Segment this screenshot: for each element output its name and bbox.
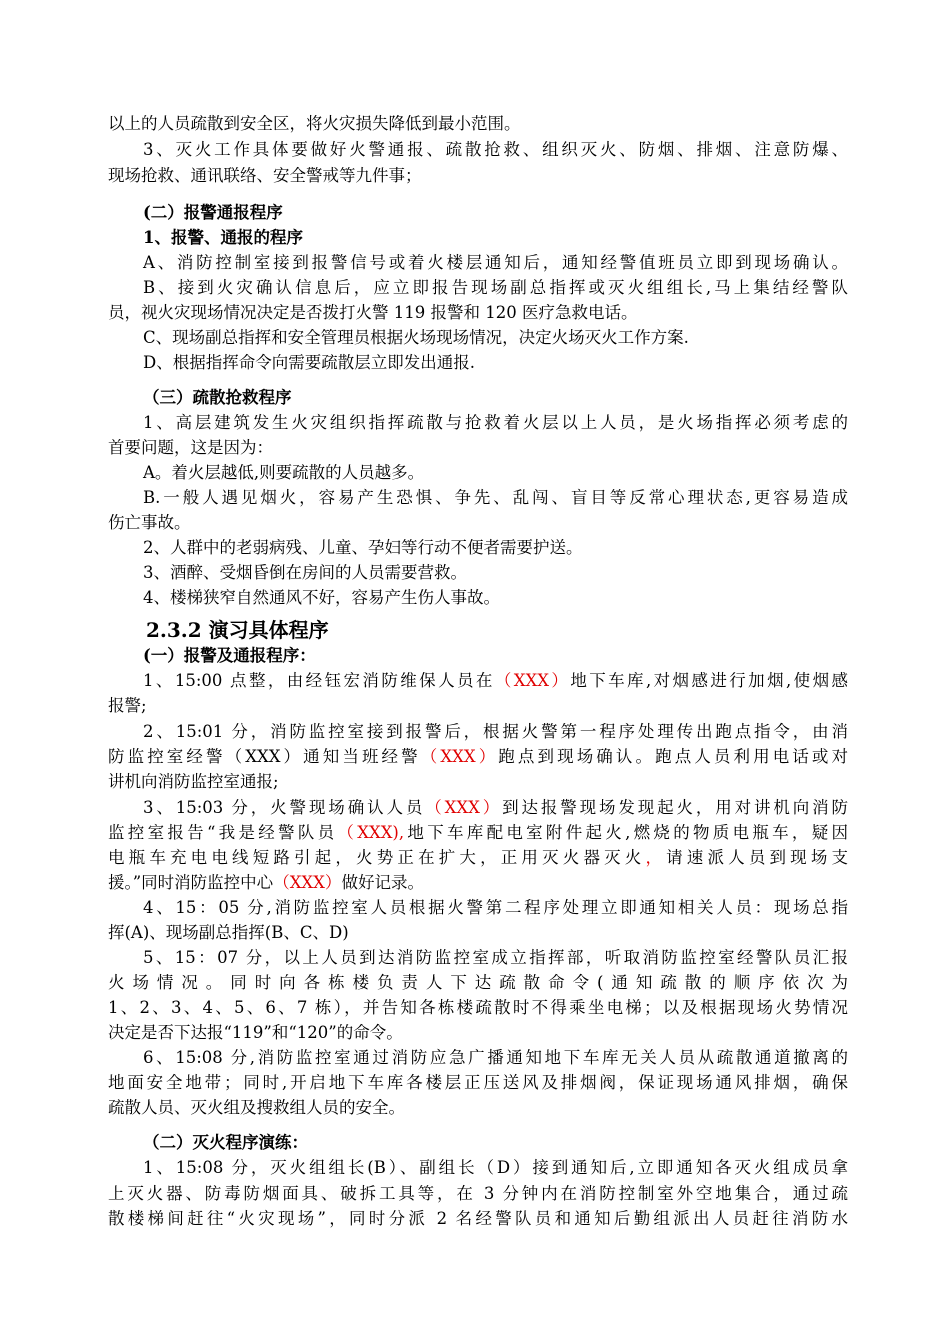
text-run: 请速派人员到现场支 [666,848,849,867]
text-run: 3、15:03 分，火警现场确认人员 [143,798,426,817]
section-heading: (一）报警及通报程序： [143,646,316,665]
text-run: 电瓶车充电电线短路引起，火势正在扩大，正用灭火器灭火 [108,848,646,867]
text-run-red: ， [645,848,667,867]
text-run: 地下车库配电室附件起火,燃烧的物质电瓶车，疑因 [404,823,849,842]
body-text-line: 1、15:08 分，灭火组组长(B）、副组长（D）接到通知后,立即通知各灭火组成员拿 [143,1158,848,1177]
body-text-line: 5、15：07 分，以上人员到达消防监控室成立指挥部，听取消防监控室经警队员汇报 [143,948,848,967]
body-text-line [143,669,848,693]
body-text-line: B.一般人遇见烟火，容易产生恐惧、争先、乱闯、盲目等反常心理状态,更容易造成 [143,488,848,507]
text-run: 防监控室经警（XXX）通知当班经警 [108,747,421,766]
body-text-line: A。着火层越低,则要疏散的人员越多。 [143,463,425,482]
body-text-line: 现场抢救、通讯联络、安全警戒等九件事； [108,166,422,185]
placeholder-name: （XXX） [494,671,571,690]
text-run: 做好记录。 [341,873,424,892]
chapter-heading: 2.3.2 演习具体程序 [146,618,329,642]
body-text-line: 疏散人员、灭火组及搜救组人员的安全。 [108,1098,405,1117]
body-text-line: D、根据指挥命令向需要疏散层立即发出通报. [143,353,475,372]
placeholder-name: （XXX） [273,873,342,892]
placeholder-name: （XXX） [420,747,499,766]
section-heading: (二）报警通报程序 [143,203,283,222]
body-text-line: 伤亡事故。 [108,513,191,532]
placeholder-name: （XXX） [425,798,503,817]
placeholder-name: （XXX), [337,823,405,842]
body-text-line: 报警; [108,696,147,715]
body-text-line: 火场情况。同时向各栋楼负责人下达疏散命令(通知疏散的顺序依次为 [108,973,848,992]
text-run: 监控室报告“我是经警队员 [108,823,338,842]
body-text-line: 6、15:08 分,消防监控室通过消防应急广播通知地下车库无关人员从疏散通道撤离的 [143,1048,848,1067]
body-text-line: A、消防控制室接到报警信号或着火楼层通知后，通知经警值班员立即到现场确认。 [143,253,848,272]
body-text-line: 3、酒醉、受烟昏倒在房间的人员需要营救。 [143,563,467,582]
text-run: 地下车库,对烟感进行加烟,使烟感 [570,671,848,690]
body-text-line: 散楼梯间赶往“火灾现场”，同时分派 2 名经警队员和通知后勤组派出人员赶往消防水 [108,1209,848,1228]
text-run: 援。”同时消防监控中心 [108,873,274,892]
body-text-line: 员，视火灾现场情况决定是否拨打火警 119 报警和 120 医疗急救电话。 [108,303,638,322]
body-text-line: 地面安全地带；同时,开启地下车库各楼层正压送风及排烟阀，保证现场通风排烟，确保 [108,1073,848,1092]
body-text-line [108,871,848,895]
body-text-line [108,821,848,845]
body-text-line: 以上的人员疏散到安全区，将火灾损失降低到最小范围。 [108,114,521,133]
section-heading: （三）疏散抢救程序 [143,388,292,407]
text-run: 到达报警现场发现起火，用对讲机向消防 [502,798,848,817]
body-text-line: 决定是否下达报“119”和“120”的命令。 [108,1023,403,1042]
body-text-line: 4、楼梯狭窄自然通风不好，容易产生伤人事故。 [143,588,500,607]
body-text-line: 1、2、3、4、5、6、7 栋），并告知各栋楼疏散时不得乘坐电梯；以及根据现场火势情况 [108,998,848,1017]
body-text-line [108,846,848,870]
body-text-line [108,745,848,769]
body-text-line: 2、人群中的老弱病残、儿童、孕妇等行动不便者需要护送。 [143,538,583,557]
body-text-line: 上灭火器、防毒防烟面具、破拆工具等，在 3 分钟内在消防控制室外空地集合，通过疏 [108,1184,848,1203]
text-run: 跑点到现场确认。跑点人员利用电话或对 [498,747,848,766]
body-text-line: 3、灭火工作具体要做好火警通报、疏散抢救、组织灭火、防烟、排烟、注意防爆、 [143,140,848,159]
body-text-line: 讲机向消防监控室通报; [108,772,279,791]
body-text-line: 1、高层建筑发生火灾组织指挥疏散与抢救着火层以上人员，是火场指挥必须考虑的 [143,413,848,432]
body-text-line [143,796,848,820]
body-text-line: C、现场副总指挥和安全管理员根据火场现场情况，决定火场灭火工作方案. [143,328,689,347]
body-text-line: 挥(A)、现场副总指挥(B、C、D) [108,923,349,942]
body-text-line: 首要问题，这是因为： [108,438,273,457]
text-run: 1、15:00 点整，由经钰宏消防维保人员在 [143,671,495,690]
body-text-line: B、接到火灾确认信息后，应立即报告现场副总指挥或灭火组组长,马上集结经警队 [143,278,848,297]
body-text-line: 4、15：05 分,消防监控室人员根据火警第二程序处理立即通知相关人员：现场总指 [143,898,848,917]
section-heading: （二）灭火程序演练： [143,1133,308,1152]
body-text-line: 2、15:01 分，消防监控室接到报警后，根据火警第一程序处理传出跑点指令，由消 [143,722,848,741]
subsection-heading: 1、报警、通报的程序 [143,228,303,247]
